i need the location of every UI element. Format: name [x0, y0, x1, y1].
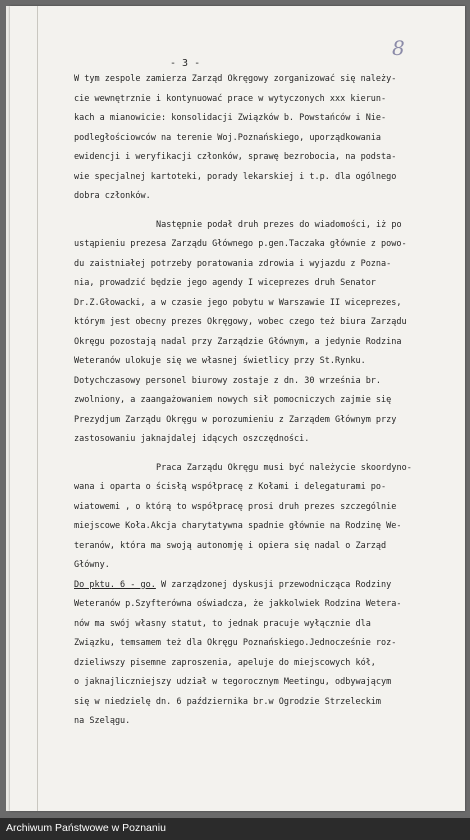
text-line: wana i oparta o ścisłą współpracę z Kołami i delegaturami po- [74, 482, 387, 492]
text-line: wie specjalnej kartoteki, porady lekarskiej i t.p. dla ogólnego [74, 171, 397, 182]
text-line: którym jest obecny prezes Okręgowy, wobec czego też biura Zarządu [74, 317, 407, 327]
text-line: Prezydjum Zarządu Okręgu w porozumieniu z Zarządem Głównym przy [74, 414, 397, 425]
text-line: cie wewnętrznie i kontynuować prace w wytyczonych xxx kierun- [74, 93, 387, 104]
text-line: nów ma swój własny statut, to jednak pracuje wyłącznie dla [74, 618, 371, 629]
text-line: W tym zespole zamierza Zarząd Okręgowy zorganizować się należy- [74, 74, 397, 84]
text-line: wiatowemi , o którą to współpracę prosi druh prezes szczególnie [74, 501, 397, 512]
agenda-point-heading: Do pktu. 6 - go. [74, 579, 156, 590]
text-line: Praca Zarządu Okręgu musi być należycie skoordyno- [156, 462, 412, 473]
text-line: kach a mianowicie: konsolidacji Związków b. Powstańców i Nie- [74, 113, 387, 123]
text-line: Dotychczasowy personel biurowy zostaje z dn. 30 września br. [74, 375, 382, 386]
text-line: ewidencji i weryfikacji członków, sprawę bezrobocia, na podsta- [74, 152, 397, 162]
text-line: podległościowców na terenie Woj.Poznańskiego, uporządkowania [74, 132, 382, 143]
document-body [74, 70, 452, 732]
page-number: - 3 - [170, 58, 201, 69]
text-line: teranów, która ma swoją autonomję i opiera się nadal o Zarząd [74, 540, 387, 551]
handwritten-page-note: 8 [392, 36, 405, 60]
agenda-point-text: W zarządzonej dyskusji przewodnicząca Rodziny [155, 579, 392, 590]
text-line: się w niedzielę dn. 6 października br.w Ogrodzie Strzeleckim [74, 696, 382, 707]
text-line: o jaknajliczniejszy udział w tegorocznym Meetingu, odbywającym [74, 677, 392, 687]
archive-name: Archiwum Państwowe w Poznaniu [6, 822, 166, 834]
paragraph-gap [74, 450, 452, 459]
text-line-agenda-point [74, 576, 452, 596]
text-line: ustąpieniu prezesa Zarządu Głównego p.gen.Taczaka głównie z powo- [74, 239, 407, 249]
text-line: Dr.Z.Głowacki, a w czasie jego pobytu w Warszawie II wiceprezes, [74, 297, 402, 308]
text-line: dobra członków. [74, 191, 151, 201]
text-line: Weteranów ulokuje się we własnej świetlicy przy St.Rynku. [74, 356, 366, 366]
archive-footer [0, 818, 470, 840]
text-line: Następnie podał druh prezes do wiadomości, iż po [156, 219, 402, 230]
text-line: Główny. [74, 560, 110, 570]
text-line: miejscowe Koła.Akcja charytatywna spadnie głównie na Rodzinę We- [74, 521, 402, 531]
text-line: na Szelągu. [74, 716, 131, 726]
text-line: zastosowaniu jaknajdalej idących oszczędności. [74, 434, 310, 444]
text-line: dzieliwszy pisemne zaproszenia, apeluje do miejscowych kół, [74, 657, 376, 668]
text-line: du zaistniałej potrzeby poratowania zdrowia i wyjazdu z Pozna- [74, 258, 392, 269]
text-line: Weteranów p.Szyfterówna oświadcza, że jakkolwiek Rodzina Weterа- [74, 599, 402, 609]
page-edge-line [37, 6, 38, 811]
paragraph-gap [74, 207, 452, 216]
text-line: nia, prowadzić będzie jego agendy I wiceprezes druh Senator [74, 278, 376, 288]
text-line: Okręgu pozostają nadal przy Zarządzie Głównym, a jedynie Rodzina [74, 336, 402, 347]
text-line: zwolniony, a zaangażowaniem nowych sił pomocniczych zajmie się [74, 395, 392, 405]
text-line: Związku, temsamem też dla Okręgu Poznańskiego.Jednocześnie roz- [74, 638, 397, 648]
